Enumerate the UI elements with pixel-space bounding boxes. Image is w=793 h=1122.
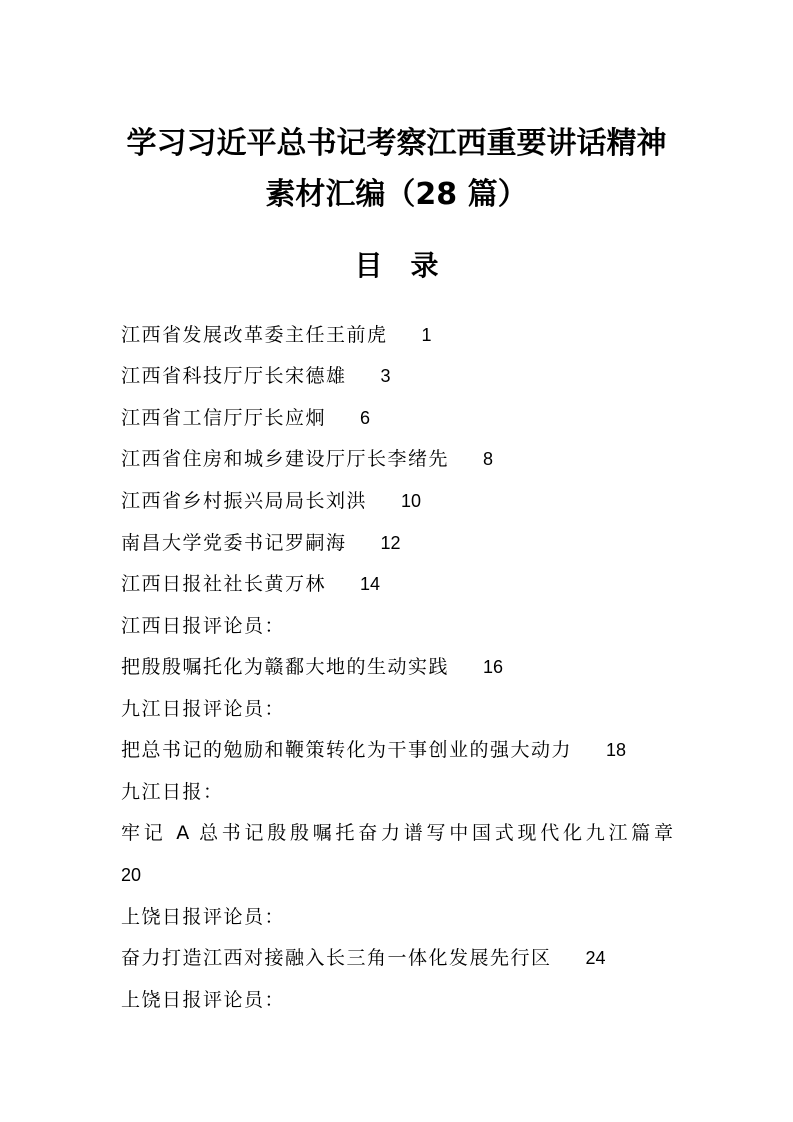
toc-entry-wrapped bbox=[121, 820, 673, 846]
toc-entry-text: 奋力打造江西对接融入长三角一体化发展先行区 bbox=[121, 947, 552, 969]
toc-entry-page: 20 bbox=[121, 865, 142, 885]
toc-entry bbox=[121, 446, 493, 472]
toc-entry-text: 江西省工信厅厅长应炯 bbox=[121, 407, 327, 429]
toc-entry-text: 把殷殷嘱托化为赣鄱大地的生动实践 bbox=[121, 656, 450, 678]
toc-heading: 目录 bbox=[354, 249, 467, 282]
toc-entry-text: 江西省科技厅厅长宋德雄 bbox=[121, 365, 347, 387]
toc-entry bbox=[121, 405, 370, 431]
toc-entry-text: 九江日报评论员： bbox=[121, 698, 286, 720]
toc-entry-text: 牢记 A 总书记殷殷嘱托奋力谱写中国式现代化九江篇章 bbox=[121, 822, 673, 844]
toc-entry-text: 江西日报社社长黄万林 bbox=[121, 573, 327, 595]
toc-entry-text: 上饶日报评论员： bbox=[121, 906, 286, 928]
toc-entry-text: 江西省发展改革委主任王前虎 bbox=[121, 324, 388, 346]
toc-entry-text: 江西日报评论员： bbox=[121, 615, 286, 637]
toc-entry-text: 上饶日报评论员： bbox=[121, 989, 286, 1011]
toc-entry-text: 九江日报： bbox=[121, 781, 224, 803]
document-title-line-2: 素材汇编（28 篇） bbox=[265, 177, 528, 212]
toc-entry bbox=[121, 363, 391, 389]
toc-entry-page: 6 bbox=[360, 408, 371, 428]
toc-entry-text: 南昌大学党委书记罗嗣海 bbox=[121, 532, 347, 554]
toc-entry bbox=[121, 488, 421, 514]
toc-entry bbox=[121, 945, 606, 971]
document-title-line-1: 学习习近平总书记考察江西重要讲话精神 bbox=[126, 126, 667, 161]
toc-entry-page: 10 bbox=[401, 491, 422, 511]
toc-entry-page: 3 bbox=[380, 366, 391, 386]
toc-entry-page: 24 bbox=[585, 948, 606, 968]
toc-entry bbox=[121, 322, 432, 348]
toc-entry-page: 1 bbox=[421, 325, 432, 345]
toc-entry-page: 8 bbox=[483, 449, 494, 469]
toc-entry-page: 12 bbox=[380, 533, 401, 553]
toc-entry-text: 把总书记的勉励和鞭策转化为干事创业的强大动力 bbox=[121, 739, 573, 761]
toc-entry bbox=[121, 571, 380, 597]
toc-entry-page: 16 bbox=[483, 657, 504, 677]
toc-entry bbox=[121, 654, 503, 680]
toc-entry-author bbox=[121, 987, 285, 1013]
toc-entry-text: 江西省住房和城乡建设厅厅长李绪先 bbox=[121, 448, 450, 470]
toc-entry-page-wrapped bbox=[121, 862, 141, 888]
toc-entry bbox=[121, 530, 401, 556]
toc-entry-author bbox=[121, 779, 224, 805]
toc-entry-author bbox=[121, 696, 285, 722]
toc-entry bbox=[121, 737, 626, 763]
toc-entry-page: 14 bbox=[360, 574, 381, 594]
toc-entry-author bbox=[121, 613, 285, 639]
toc-entry-text: 江西省乡村振兴局局长刘洪 bbox=[121, 490, 368, 512]
toc-entry-author bbox=[121, 904, 285, 930]
toc-entry-page: 18 bbox=[606, 740, 627, 760]
